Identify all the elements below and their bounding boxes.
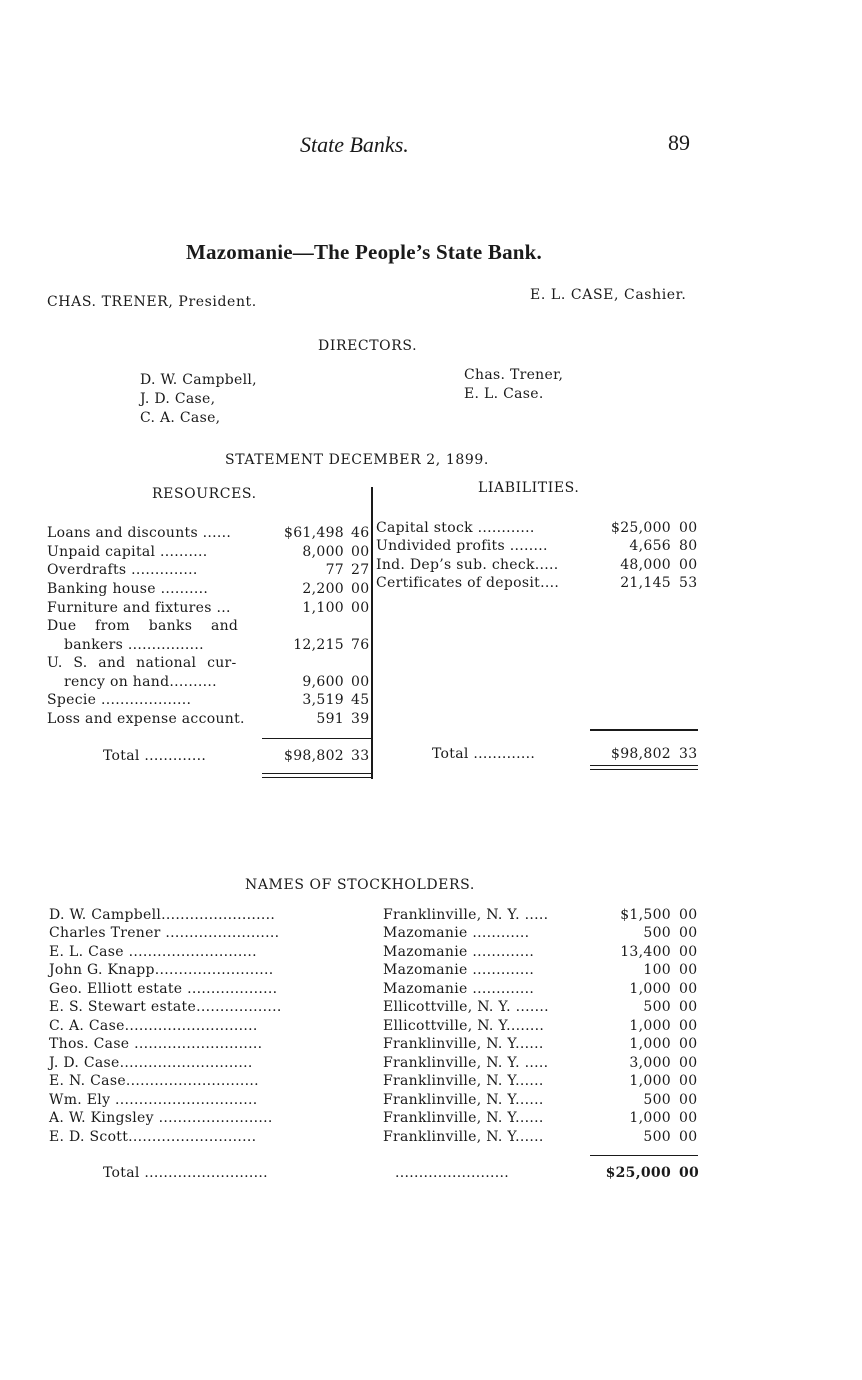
running-title: State Banks. [300,132,409,157]
total-row [47,748,372,766]
row-dollars: 48,000 [620,557,671,573]
stockholder-residence: Mazomanie ............. [383,962,535,978]
table-row [49,1055,699,1073]
table-row [49,1018,699,1036]
stockholder-name: E. S. Stewart estate.................. [49,999,282,1015]
row-dollars: 3,519 [302,692,344,708]
table-row [47,581,372,599]
stockholder-dollars: 1,000 [629,1036,671,1052]
row-cents: 00 [679,557,698,573]
statement-heading: STATEMENT DECEMBER 2, 1899. [225,452,489,468]
stockholder-cents: 00 [679,1073,698,1089]
table-row [47,637,372,655]
row-cents: 00 [679,520,698,536]
row-label: Undivided profits ........ [376,538,548,554]
double-rule-bottom [590,769,698,770]
stockholder-residence: Franklinville, N. Y...... [383,1092,544,1108]
stockholder-dollars: 100 [643,962,671,978]
stockholder-name: E. N. Case............................ [49,1073,259,1089]
table-row [376,575,698,593]
row-cents: 80 [679,538,698,554]
total-rule [262,738,372,739]
stockholder-dollars: 1,000 [629,1110,671,1126]
page-number: 89 [668,130,690,155]
row-dollars: 591 [316,711,344,727]
table-row [49,1036,699,1054]
total-rule [590,1155,698,1156]
row-label: Unpaid capital .......... [47,544,208,560]
table-row [49,944,699,962]
director-name: D. W. Campbell, [140,372,257,388]
row-cents: 00 [351,581,370,597]
resources-heading: RESOURCES. [152,486,257,502]
stockholder-dollars: $1,500 [620,907,671,923]
double-rule-top [590,765,698,766]
row-cents: 00 [351,674,370,690]
stockholder-dollars: 1,000 [629,1073,671,1089]
table-row [47,674,372,692]
stockholder-cents: 00 [679,1129,698,1145]
stockholder-cents: 00 [679,1110,698,1126]
table-row [47,655,372,673]
stockholder-dollars: 500 [643,925,671,941]
stockholder-residence: Franklinville, N. Y...... [383,1110,544,1126]
total-dollars: $25,000 [605,1165,671,1181]
stockholder-dollars: 500 [643,999,671,1015]
table-row [49,907,699,925]
total-leader: ........................ [395,1165,510,1181]
stockholder-residence: Franklinville, N. Y...... [383,1129,544,1145]
total-row [49,1165,699,1183]
row-dollars: 8,000 [302,544,344,560]
double-rule-bottom [262,777,372,778]
liabilities-heading: LIABILITIES. [478,480,580,496]
row-cents: 00 [351,544,370,560]
president-line: CHAS. TRENER, President. [47,294,257,310]
row-cents: 00 [351,600,370,616]
stockholder-residence: Ellicottville, N. Y. ....... [383,999,549,1015]
table-row [47,692,372,710]
table-row [49,962,699,980]
row-dollars: $61,498 [284,525,344,541]
stockholder-cents: 00 [679,962,698,978]
row-cents: 76 [351,637,370,653]
total-dollars: $98,802 [611,746,671,762]
table-row [47,525,372,543]
bank-title: Mazomanie—The People’s State Bank. [186,240,542,264]
stockholder-name: Thos. Case ........................... [49,1036,263,1052]
total-label: Total ............. [432,746,536,762]
table-row [49,999,699,1017]
stockholder-cents: 00 [679,1036,698,1052]
stockholder-cents: 00 [679,999,698,1015]
stockholder-name: E. D. Scott........................... [49,1129,257,1145]
stockholder-residence: Mazomanie ............. [383,981,535,997]
table-row [49,981,699,999]
row-label: Overdrafts .............. [47,562,198,578]
stockholder-residence: Franklinville, N. Y...... [383,1073,544,1089]
directors-heading: DIRECTORS. [318,338,418,354]
stockholder-dollars: 13,400 [620,944,671,960]
row-dollars: 1,100 [302,600,344,616]
table-row [49,1073,699,1091]
total-dollars: $98,802 [284,748,344,764]
stockholder-residence: Mazomanie ............ [383,925,530,941]
director-name: C. A. Case, [140,410,221,426]
total-row [376,746,698,764]
row-label: Specie ................... [47,692,192,708]
stockholder-residence: Franklinville, N. Y. ..... [383,907,549,923]
table-row [47,544,372,562]
row-label: Furniture and fixtures ... [47,600,231,616]
row-label: Capital stock ............ [376,520,535,536]
row-label: Due from banks and [47,618,239,634]
stockholder-cents: 00 [679,1055,698,1071]
table-row [47,600,372,618]
row-label: Ind. Dep’s sub. check..... [376,557,559,573]
row-label: Loans and discounts ...... [47,525,232,541]
row-dollars: 21,145 [620,575,671,591]
table-row [47,711,372,729]
stockholder-name: D. W. Campbell........................ [49,907,276,923]
row-cents: 45 [351,692,370,708]
stockholder-residence: Franklinville, N. Y...... [383,1036,544,1052]
director-name: J. D. Case, [140,391,216,407]
total-label: Total ............. [103,748,207,764]
row-cents: 39 [351,711,370,727]
table-row [49,1110,699,1128]
row-cents: 27 [351,562,370,578]
stockholder-cents: 00 [679,907,698,923]
row-dollars: 4,656 [629,538,671,554]
stockholder-residence: Mazomanie ............. [383,944,535,960]
table-row [376,538,698,556]
table-row [49,925,699,943]
stockholder-cents: 00 [679,944,698,960]
table-row [49,1092,699,1110]
stockholder-dollars: 500 [643,1129,671,1145]
stockholder-dollars: 1,000 [629,1018,671,1034]
total-cents: 33 [351,748,370,764]
total-cents: 33 [679,746,698,762]
total-label: Total .......................... [103,1165,268,1181]
stockholder-cents: 00 [679,1018,698,1034]
stockholder-dollars: 3,000 [629,1055,671,1071]
row-cents: 53 [679,575,698,591]
stockholder-name: Charles Trener ........................ [49,925,280,941]
director-name: Chas. Trener, [464,367,564,383]
table-row [49,1129,699,1147]
row-dollars: $25,000 [611,520,671,536]
stockholder-name: Geo. Elliott estate ................... [49,981,278,997]
row-label: U. S. and national cur- [47,655,237,671]
stockholder-dollars: 1,000 [629,981,671,997]
director-name: E. L. Case. [464,386,544,402]
row-label: Banking house .......... [47,581,209,597]
row-label: Certificates of deposit.... [376,575,560,591]
row-dollars: 9,600 [302,674,344,690]
stockholder-name: John G. Knapp......................... [49,962,274,978]
double-rule-top [262,773,372,774]
table-row [376,520,698,538]
table-row [47,618,372,636]
total-cents: 00 [679,1165,700,1181]
stockholder-name: J. D. Case............................ [49,1055,253,1071]
table-row [47,562,372,580]
row-label: rency on hand.......... [64,674,217,690]
stockholder-residence: Franklinville, N. Y. ..... [383,1055,549,1071]
row-label: bankers ................ [64,637,204,653]
stockholder-name: C. A. Case............................ [49,1018,258,1034]
row-label: Loss and expense account. [47,711,245,727]
stockholder-name: E. L. Case ........................... [49,944,257,960]
stockholder-residence: Ellicottville, N. Y........ [383,1018,545,1034]
stockholder-cents: 00 [679,1092,698,1108]
stockholder-cents: 00 [679,981,698,997]
stockholder-dollars: 500 [643,1092,671,1108]
cashier-line: E. L. CASE, Cashier. [530,287,687,303]
row-cents: 46 [351,525,370,541]
stockholders-heading: NAMES OF STOCKHOLDERS. [245,877,475,893]
total-rule [590,729,698,731]
stockholder-name: A. W. Kingsley ........................ [49,1110,273,1126]
row-dollars: 2,200 [302,581,344,597]
stockholder-cents: 00 [679,925,698,941]
table-row [376,557,698,575]
row-dollars: 12,215 [293,637,344,653]
row-dollars: 77 [325,562,344,578]
stockholder-name: Wm. Ely .............................. [49,1092,258,1108]
